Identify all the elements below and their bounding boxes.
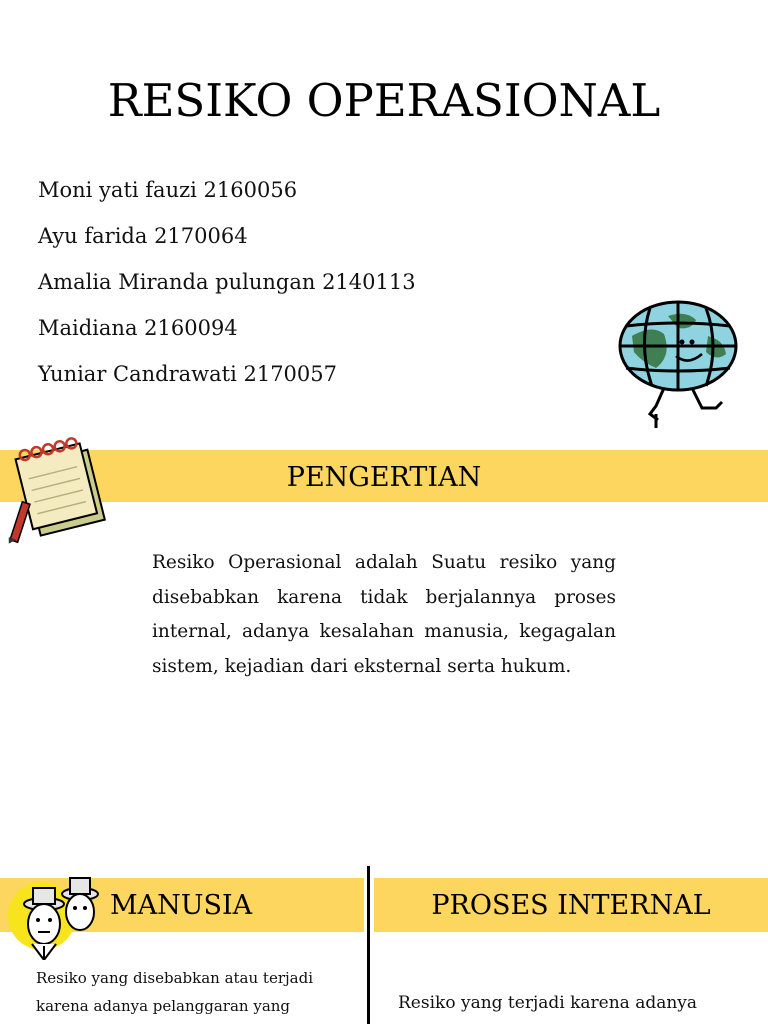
member-item: Ayu farida 2170064 (38, 224, 248, 248)
member-item: Amalia Miranda pulungan 2140113 (38, 270, 416, 294)
pengertian-heading: PENGERTIAN (286, 462, 482, 493)
column-divider (367, 866, 370, 1024)
manusia-body: Resiko yang disebabkan atau terjadi karena adanya pelanggaran yang (36, 969, 313, 1015)
member-item: Yuniar Candrawati 2170057 (38, 362, 338, 386)
proses-internal-body: Resiko yang terjadi karena adanya (398, 993, 698, 1013)
member-item: Maidiana 2160094 (38, 316, 238, 340)
detectives-icon (8, 868, 108, 960)
member-list (38, 174, 416, 404)
manusia-heading: MANUSIA (110, 890, 253, 921)
proses-internal-heading: PROSES INTERNAL (431, 890, 711, 921)
member-item: Moni yati fauzi 2160056 (38, 178, 298, 202)
page-title: RESIKO OPERASIONAL (107, 74, 661, 127)
pengertian-body: Resiko Operasional adalah Suatu resiko yang disebabkan karena tidak berjalannya proses internal, adanya kesalahan manusia, kegagalan sistem, kejadian dari eksternal serta hukum. (152, 552, 616, 677)
walking-globe-icon (612, 296, 744, 432)
